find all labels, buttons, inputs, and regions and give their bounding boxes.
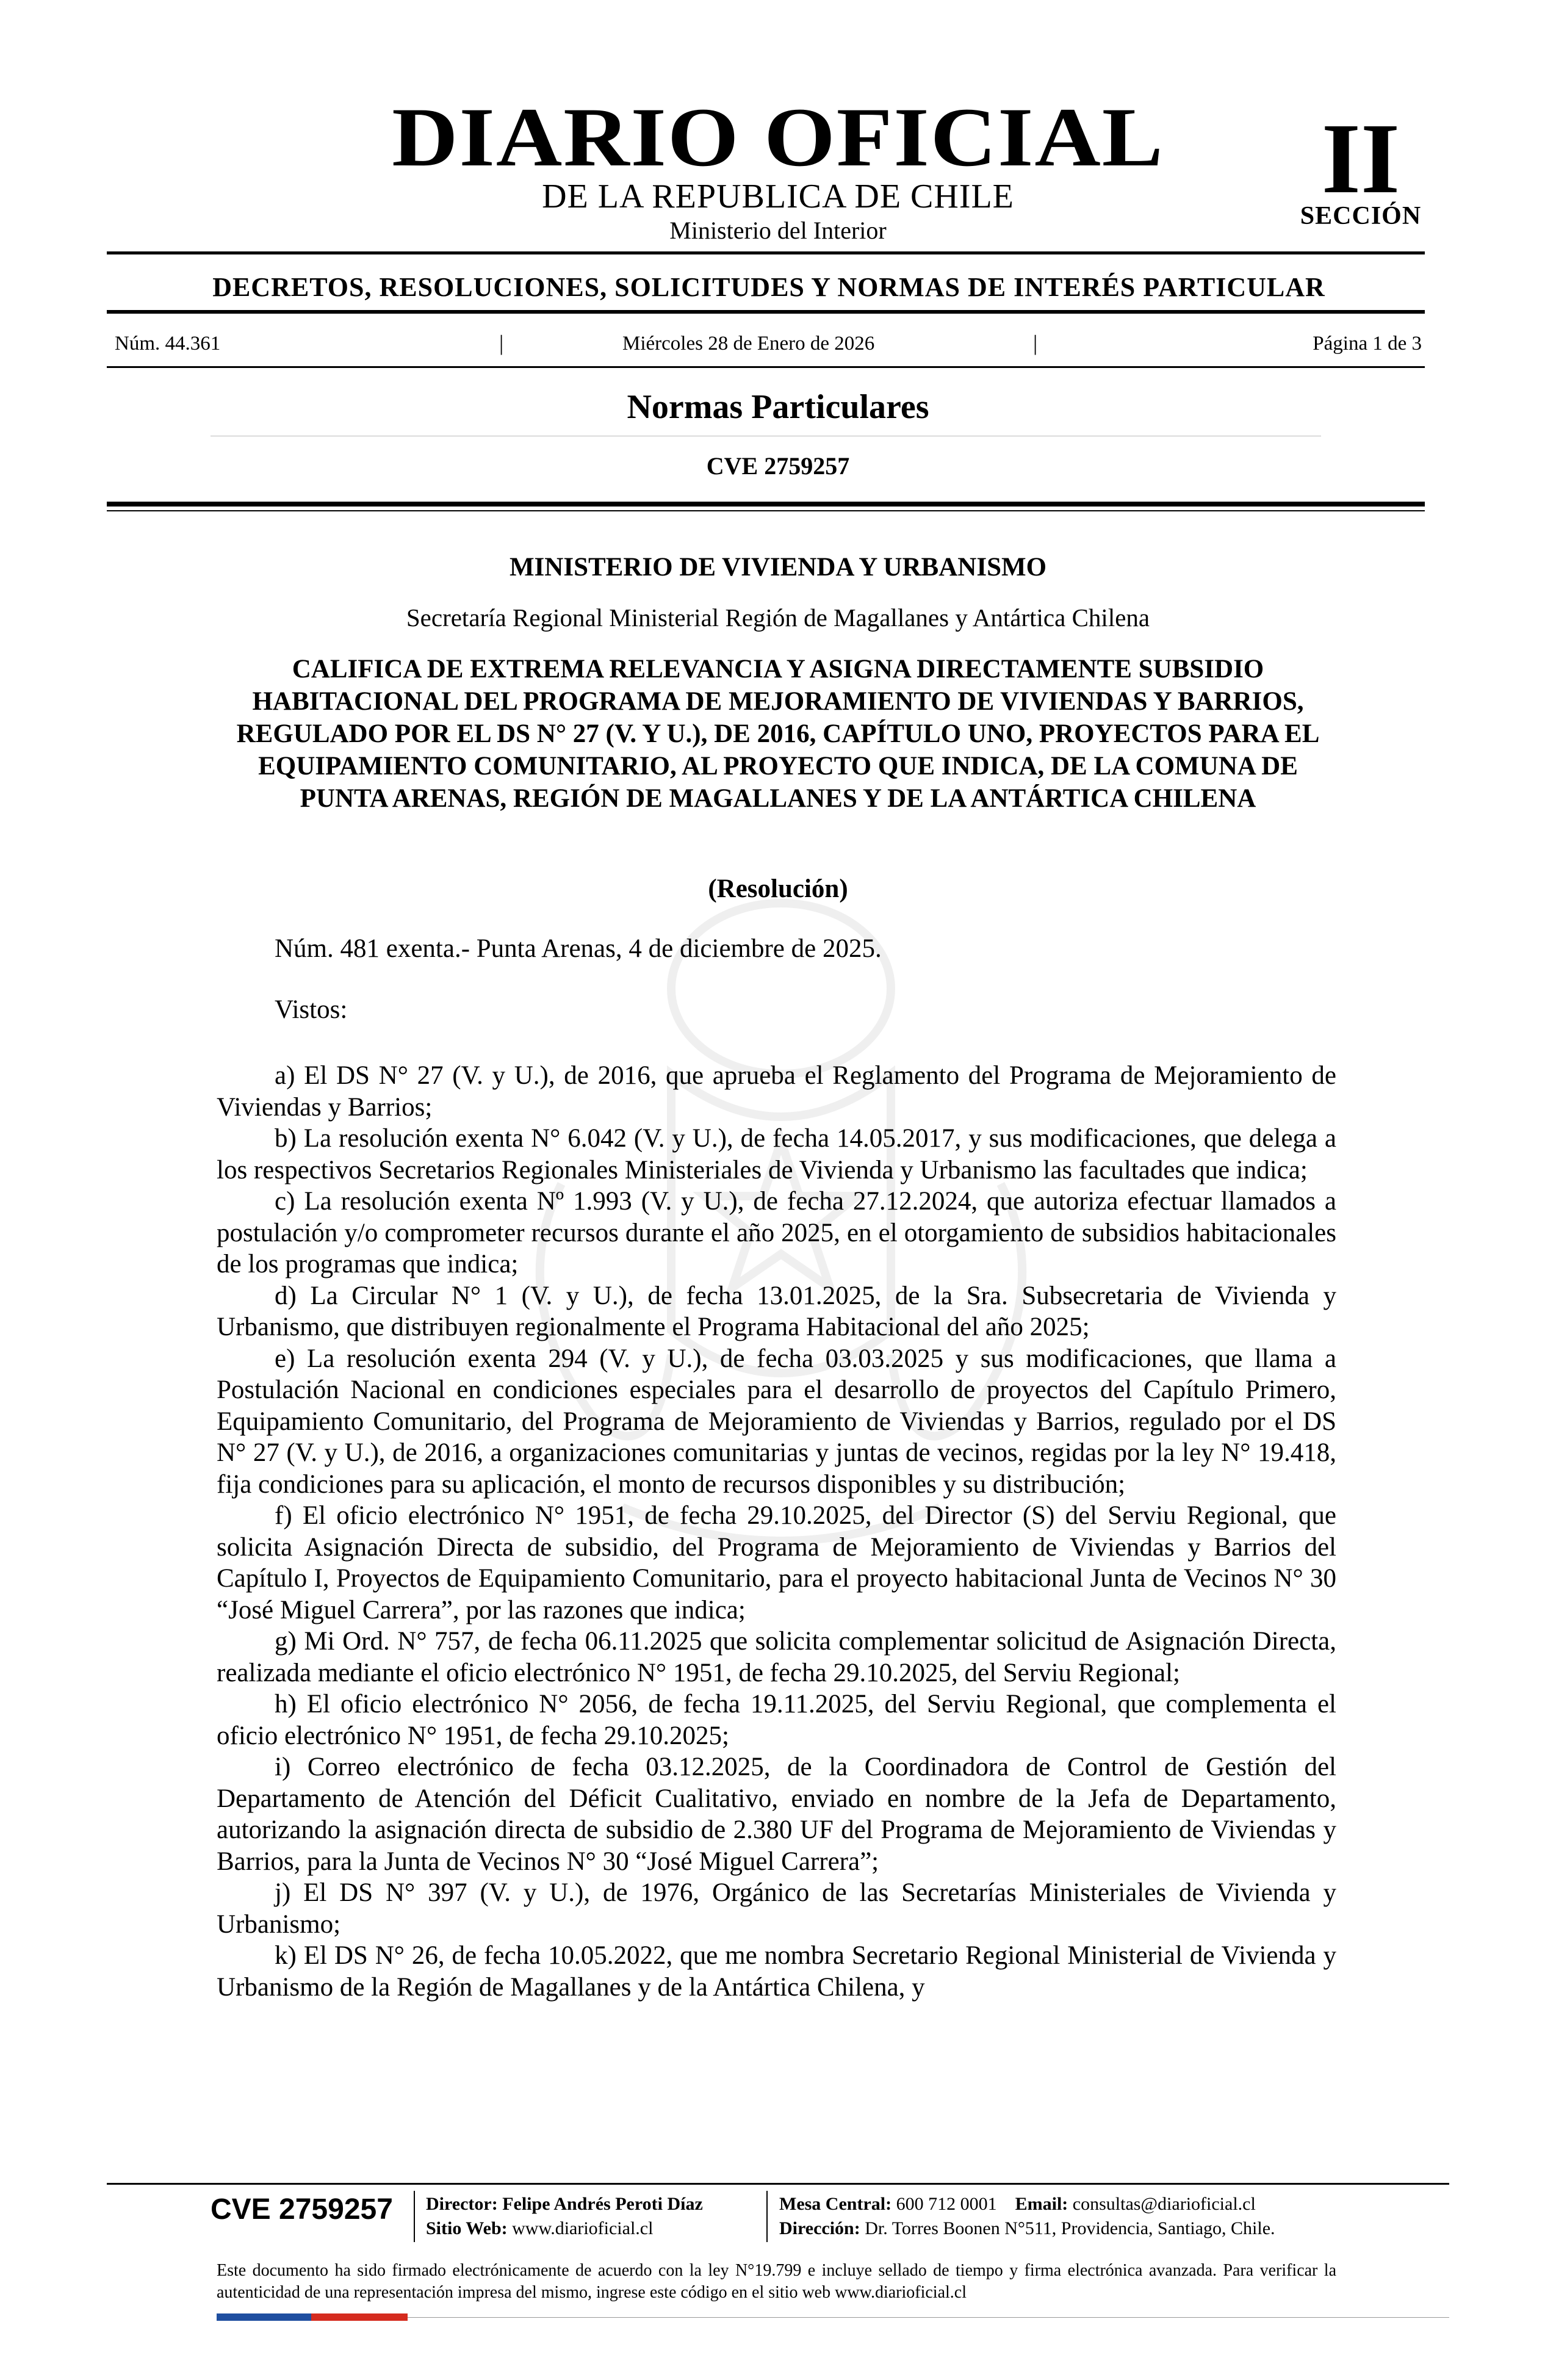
- bottom-rule: [408, 2317, 1449, 2318]
- address-value: Dr. Torres Boonen N°511, Providencia, Santiago, Chile.: [865, 2218, 1275, 2238]
- issue-date: Miércoles 28 de Enero de 2026: [622, 333, 875, 355]
- issue-number: Núm. 44.361: [115, 333, 221, 355]
- list-item: i) Correo electrónico de fecha 03.12.2025, de la Coordinadora de Control de Gestión del Departamento de Atención del Déficit Cualitativo, enviado en nombre de la Jefa de Departamento, autorizando la asignación directa de subsidio de 2.380 UF del Programa de Mejoramiento de Viviendas y Barrios, para la Junta de Vecinos N° 30 “José Miguel Carrera”;: [217, 1753, 1336, 1876]
- footer-divider: [414, 2191, 415, 2242]
- list-item: d) La Circular N° 1 (V. y U.), de fecha 13.01.2025, de la Sra. Subsecretaria de Vivienda y Urbanismo, que distribuyen regionalmente el Programa Habitacional del año 2025;: [217, 1281, 1336, 1341]
- list-item: k) El DS N° 26, de fecha 10.05.2022, que me nombra Secretario Regional Ministerial de Vivienda y Urbanismo de la Región de Magallanes y de la Antártica Chilena, y: [217, 1941, 1336, 2002]
- website-label: Sitio Web:: [426, 2218, 508, 2238]
- newspaper-ministry: Ministerio del Interior: [669, 217, 887, 244]
- section-title: Normas Particulares: [627, 388, 929, 426]
- footer-cve-code: CVE 2759257: [211, 2193, 393, 2226]
- meta-separator: |: [499, 331, 504, 355]
- resolution-title: CALIFICA DE EXTREMA RELEVANCIA Y ASIGNA DIRECTAMENTE SUBSIDIO HABITACIONAL DEL PROGRAMA DE MEJORAMIENTO DE VIVIENDAS Y BARRIOS, REGULADO POR EL DS N° 27 (V. Y U.), DE 2016, CAPÍTULO UNO, PROYECTOS PARA EL EQUIPAMIENTO COMUNITARIO, AL PROYECTO QUE INDICA, DE LA COMUNA DE PUNTA ARENAS, REGIÓN DE MAGALLANES Y DE LA ANTÁRTICA CHILENA: [236, 655, 1320, 813]
- list-item: j) El DS N° 397 (V. y U.), de 1976, Orgánico de las Secretarías Ministeriales de Vivienda y Urbanismo;: [217, 1878, 1336, 1939]
- website-link[interactable]: www.diarioficial.cl: [512, 2218, 654, 2238]
- email-label: Email:: [1015, 2194, 1068, 2214]
- document-type: (Resolución): [708, 874, 848, 903]
- meta-separator: |: [1033, 331, 1038, 355]
- issue-meta-row: [115, 333, 1422, 359]
- footer-director-block: [426, 2192, 703, 2241]
- header-rule-top: [107, 251, 1425, 254]
- footer-divider: [766, 2191, 768, 2242]
- page-indicator: Página 1 de 3: [1313, 333, 1422, 355]
- list-item: f) El oficio electrónico N° 1951, de fecha 29.10.2025, del Director (S) del Serviu Regional, que solicita Asignación Directa de subsidio, del Programa de Mejoramiento de Viviendas y Barrios del Capítulo I, Proyectos de Equipamiento Comunitario, para el proyecto habitacional Junta de Vecinos N° 30 “José Miguel Carrera”, por las razones que indica;: [217, 1501, 1336, 1625]
- category-heading: DECRETOS, RESOLUCIONES, SOLICITUDES Y NORMAS DE INTERÉS PARTICULAR: [212, 272, 1325, 302]
- email-link[interactable]: consultas@diarioficial.cl: [1072, 2194, 1256, 2214]
- cve-rule-thick: [107, 502, 1425, 507]
- resolution-number: Núm. 481 exenta.- Punta Arenas, 4 de diciembre de 2025.: [275, 934, 882, 963]
- cve-rule-thin: [107, 510, 1425, 511]
- newspaper-subtitle: DE LA REPUBLICA DE CHILE: [542, 178, 1014, 215]
- list-item: b) La resolución exenta N° 6.042 (V. y U.), de fecha 14.05.2017, y sus modificaciones, que delega a los respectivos Secretarios Regionales Ministeriales de Vivienda y Urbanismo las facultades que indica;: [217, 1124, 1336, 1185]
- director-label: Director:: [426, 2194, 498, 2214]
- cve-code: CVE 2759257: [706, 452, 850, 480]
- vistos-list: [217, 1060, 1336, 2003]
- header-rule-mid: [107, 310, 1425, 314]
- flag-stripe-red: [311, 2313, 408, 2321]
- list-item: c) La resolución exenta Nº 1.993 (V. y U.), de fecha 27.12.2024, que autoriza efectuar llamados a postulación y/o comprometer recursos durante el año 2025, en el otorgamiento de subsidios habitacionales de los programas que indica;: [217, 1187, 1336, 1278]
- phone-value: 600 712 0001: [896, 2194, 997, 2214]
- list-item: g) Mi Ord. N° 757, de fecha 06.11.2025 que solicita complementar solicitud de Asignación Directa, realizada mediante el oficio electrónico N° 1951, de fecha 29.10.2025, del Serviu Regional;: [217, 1627, 1336, 1687]
- legal-notice: Este documento ha sido firmado electrónicamente de acuerdo con la ley N°19.799 e incluye sellado de tiempo y firma electrónica avanzada. Para verificar la autenticidad de una representación impresa del mismo, ingrese este código en el sitio web www.diarioficial.cl: [217, 2261, 1336, 2302]
- list-item: e) La resolución exenta 294 (V. y U.), de fecha 03.03.2025 y sus modificaciones, que llama a Postulación Nacional en condiciones especiales para el desarrollo de proyectos del Capítulo Primero, Equipamiento Comunitario, del Programa de Mejoramiento de Viviendas y Barrios, regulado por el DS N° 27 (V. y U.), de 2016, a organizaciones comunitarias y juntas de vecinos, regidas por la ley N° 19.418, fija condiciones para su aplicación, el monto de recursos disponibles y su distribución;: [217, 1344, 1336, 1499]
- footer-contact-block: [779, 2192, 1275, 2241]
- list-item: a) El DS N° 27 (V. y U.), de 2016, que aprueba el Reglamento del Programa de Mejoramiento de Viviendas y Barrios;: [217, 1061, 1336, 1122]
- header-rule-bottom: [107, 366, 1425, 368]
- address-label: Dirección:: [779, 2218, 860, 2238]
- footer-rule: [107, 2183, 1449, 2185]
- section-label: SECCIÓN: [1300, 202, 1422, 231]
- newspaper-title: DIARIO OFICIAL: [392, 90, 1164, 184]
- list-item: h) El oficio electrónico N° 2056, de fecha 19.11.2025, del Serviu Regional, que complementa el oficio electrónico N° 1951, de fecha 29.10.2025;: [217, 1690, 1336, 1750]
- director-name: Felipe Andrés Peroti Díaz: [502, 2194, 703, 2214]
- vistos-heading: Vistos:: [275, 995, 348, 1024]
- phone-label: Mesa Central:: [779, 2194, 892, 2214]
- section-indicator: [1288, 103, 1434, 231]
- issuing-ministry: MINISTERIO DE VIVIENDA Y URBANISMO: [509, 553, 1047, 582]
- flag-stripe-blue: [217, 2313, 311, 2321]
- regional-office: Secretaría Regional Ministerial Región de Magallanes y Antártica Chilena: [406, 604, 1150, 632]
- section-number: II: [1321, 103, 1400, 214]
